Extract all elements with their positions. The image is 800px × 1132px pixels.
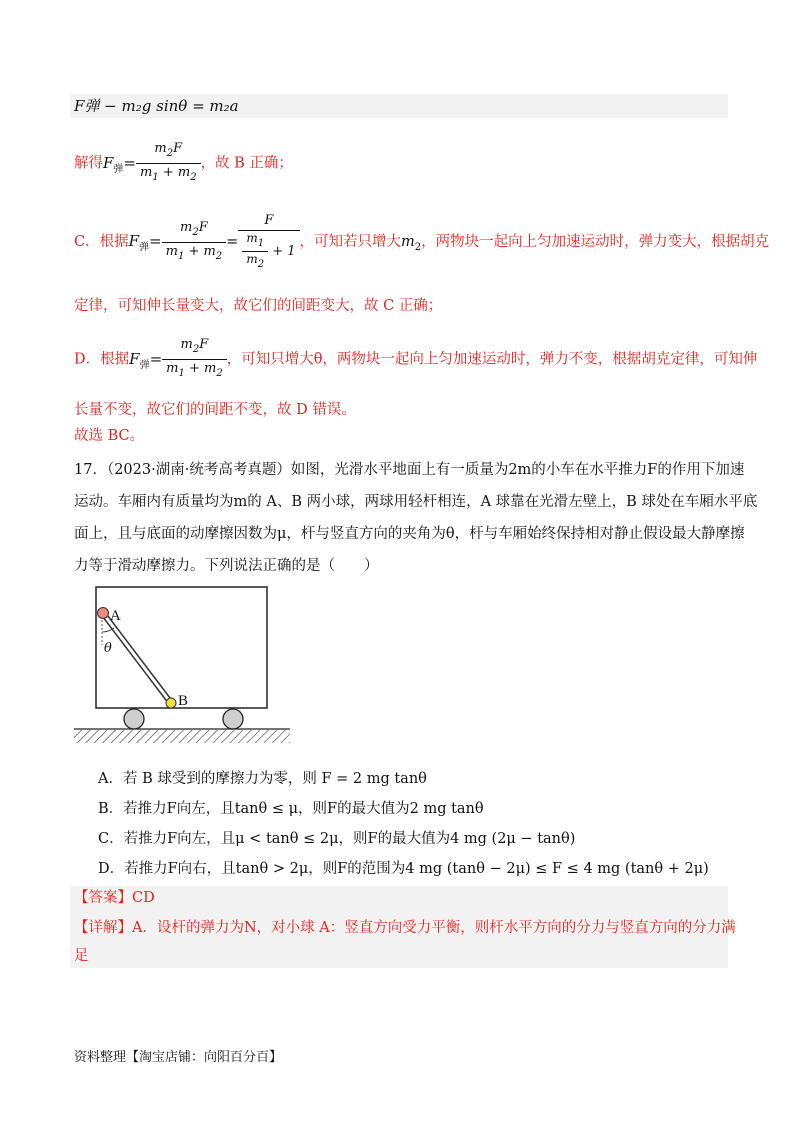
option-d-analysis-line2: 长量不变，故它们的间距不变，故 D 错误。 (74, 402, 356, 418)
q17-line4: 力等于滑动摩擦力。下列说法正确的是（ ） (74, 558, 379, 574)
q17-line3: 面上，且与底面的动摩擦因数为μ，杆与竖直方向的夹角为θ，杆与车厢始终保持相对静止假设最大静摩擦 (74, 526, 745, 542)
detail-text-1: A．设杆的弹力为N，对小球 A：竖直方向受力平衡，则杆水平方向的分力与竖直方向的分力满 (132, 920, 736, 936)
choose-line: 故选 BC。 (74, 428, 145, 444)
q17-line2: 运动。车厢内有质量均为m的 A、B 两小球，两球用轻杆相连，A 球靠在光滑左壁上，B 球处在车厢水平底 (74, 494, 758, 510)
ball-a (98, 608, 109, 619)
ground-hatch (74, 730, 290, 743)
option-c-prefix: C．根据 (74, 234, 129, 250)
label-b: B (178, 693, 189, 709)
option-b: B．若推力F向左，且tanθ ≤ μ，则F的最大值为2 mg tanθ (98, 801, 484, 817)
cart-figure (70, 580, 295, 750)
detail-tag: 【详解】 (74, 920, 132, 936)
solution-b-prefix: 解得 (74, 155, 103, 172)
answer-line: 【答案】CD (74, 890, 155, 906)
option-d-prefix: D．根据 (74, 351, 130, 368)
option-c-analysis-line1: C．根据$F_弹=$ $\frac{m_2F}{m_1 + m_2}$ = F $\frac{m_1}{m_2}$ + 1 ，可知若只增大$m_2$，两物块一起向上匀加速运动时，弹力变大，根据胡克 (74, 213, 770, 270)
fraction-c2: F $\frac{m_1}{m_2}$ + 1 (238, 212, 299, 272)
label-a: A (110, 608, 121, 624)
option-c: C．若推力F向左，且μ < tanθ ≤ 2μ，则F的最大值为4 mg (2μ − tanθ) (98, 831, 576, 847)
option-d-tail: ，可知只增大θ，两物块一起向上匀加速运动时，弹力不变，根据胡克定律，可知伸 (226, 351, 758, 368)
wheel-right (223, 709, 243, 729)
fraction-c1: $\frac{m_2F}{m_1 + m_2}$ (162, 219, 227, 266)
footer-text: 资料整理【淘宝店铺：向阳百分百】 (74, 1050, 283, 1065)
wheel-left (124, 709, 144, 729)
detail-line1 (74, 918, 736, 938)
label-theta: θ (104, 641, 112, 656)
detail-line2: 足 (74, 948, 89, 964)
option-d-analysis-line1: D．根据$F_弹=$ $\frac{m_2F}{m_1 + m_2}$ ，可知只增大θ，两物块一起向上匀加速运动时，弹力不变，根据胡克定律，可知伸 (74, 336, 757, 384)
option-c-tail: ，两物块一起向上匀加速运动时，弹力变大，根据胡克 (421, 234, 770, 250)
option-c-mid: ，可知若只增大 (299, 234, 402, 250)
option-c-analysis-line2: 定律，可知伸长量变大，故它们的间距变大，故 C 正确； (74, 298, 443, 314)
cart-body (96, 587, 267, 708)
solution-b-suffix: ，故 B 正确； (200, 155, 293, 172)
equation-1: F弹 − m₂g sinθ = m₂a (74, 97, 239, 115)
q17-line1: 17．（2023·湖南·统考高考真题）如图，光滑水平地面上有一质量为2m的小车在水平推力F的作用下加速 (74, 462, 745, 478)
ball-b (166, 698, 176, 708)
option-a: A．若 B 球受到的摩擦力为零，则 F = 2 mg tanθ (98, 771, 427, 787)
fraction-b: $\frac{m_2F}{m_1 + m_2}$ (136, 140, 201, 187)
option-d: D．若推力F向右，且tanθ > 2μ，则F的范围为4 mg (tanθ − 2μ) ≤ F ≤ 4 mg (tanθ + 2μ) (98, 861, 709, 877)
fraction-d: $\frac{m_2F}{m_1 + m_2}$ (162, 336, 227, 383)
solution-b-line: 解得$F_弹=$ $\frac{m_2F}{m_1 + m_2}$ ，故 B 正确； (74, 140, 293, 188)
